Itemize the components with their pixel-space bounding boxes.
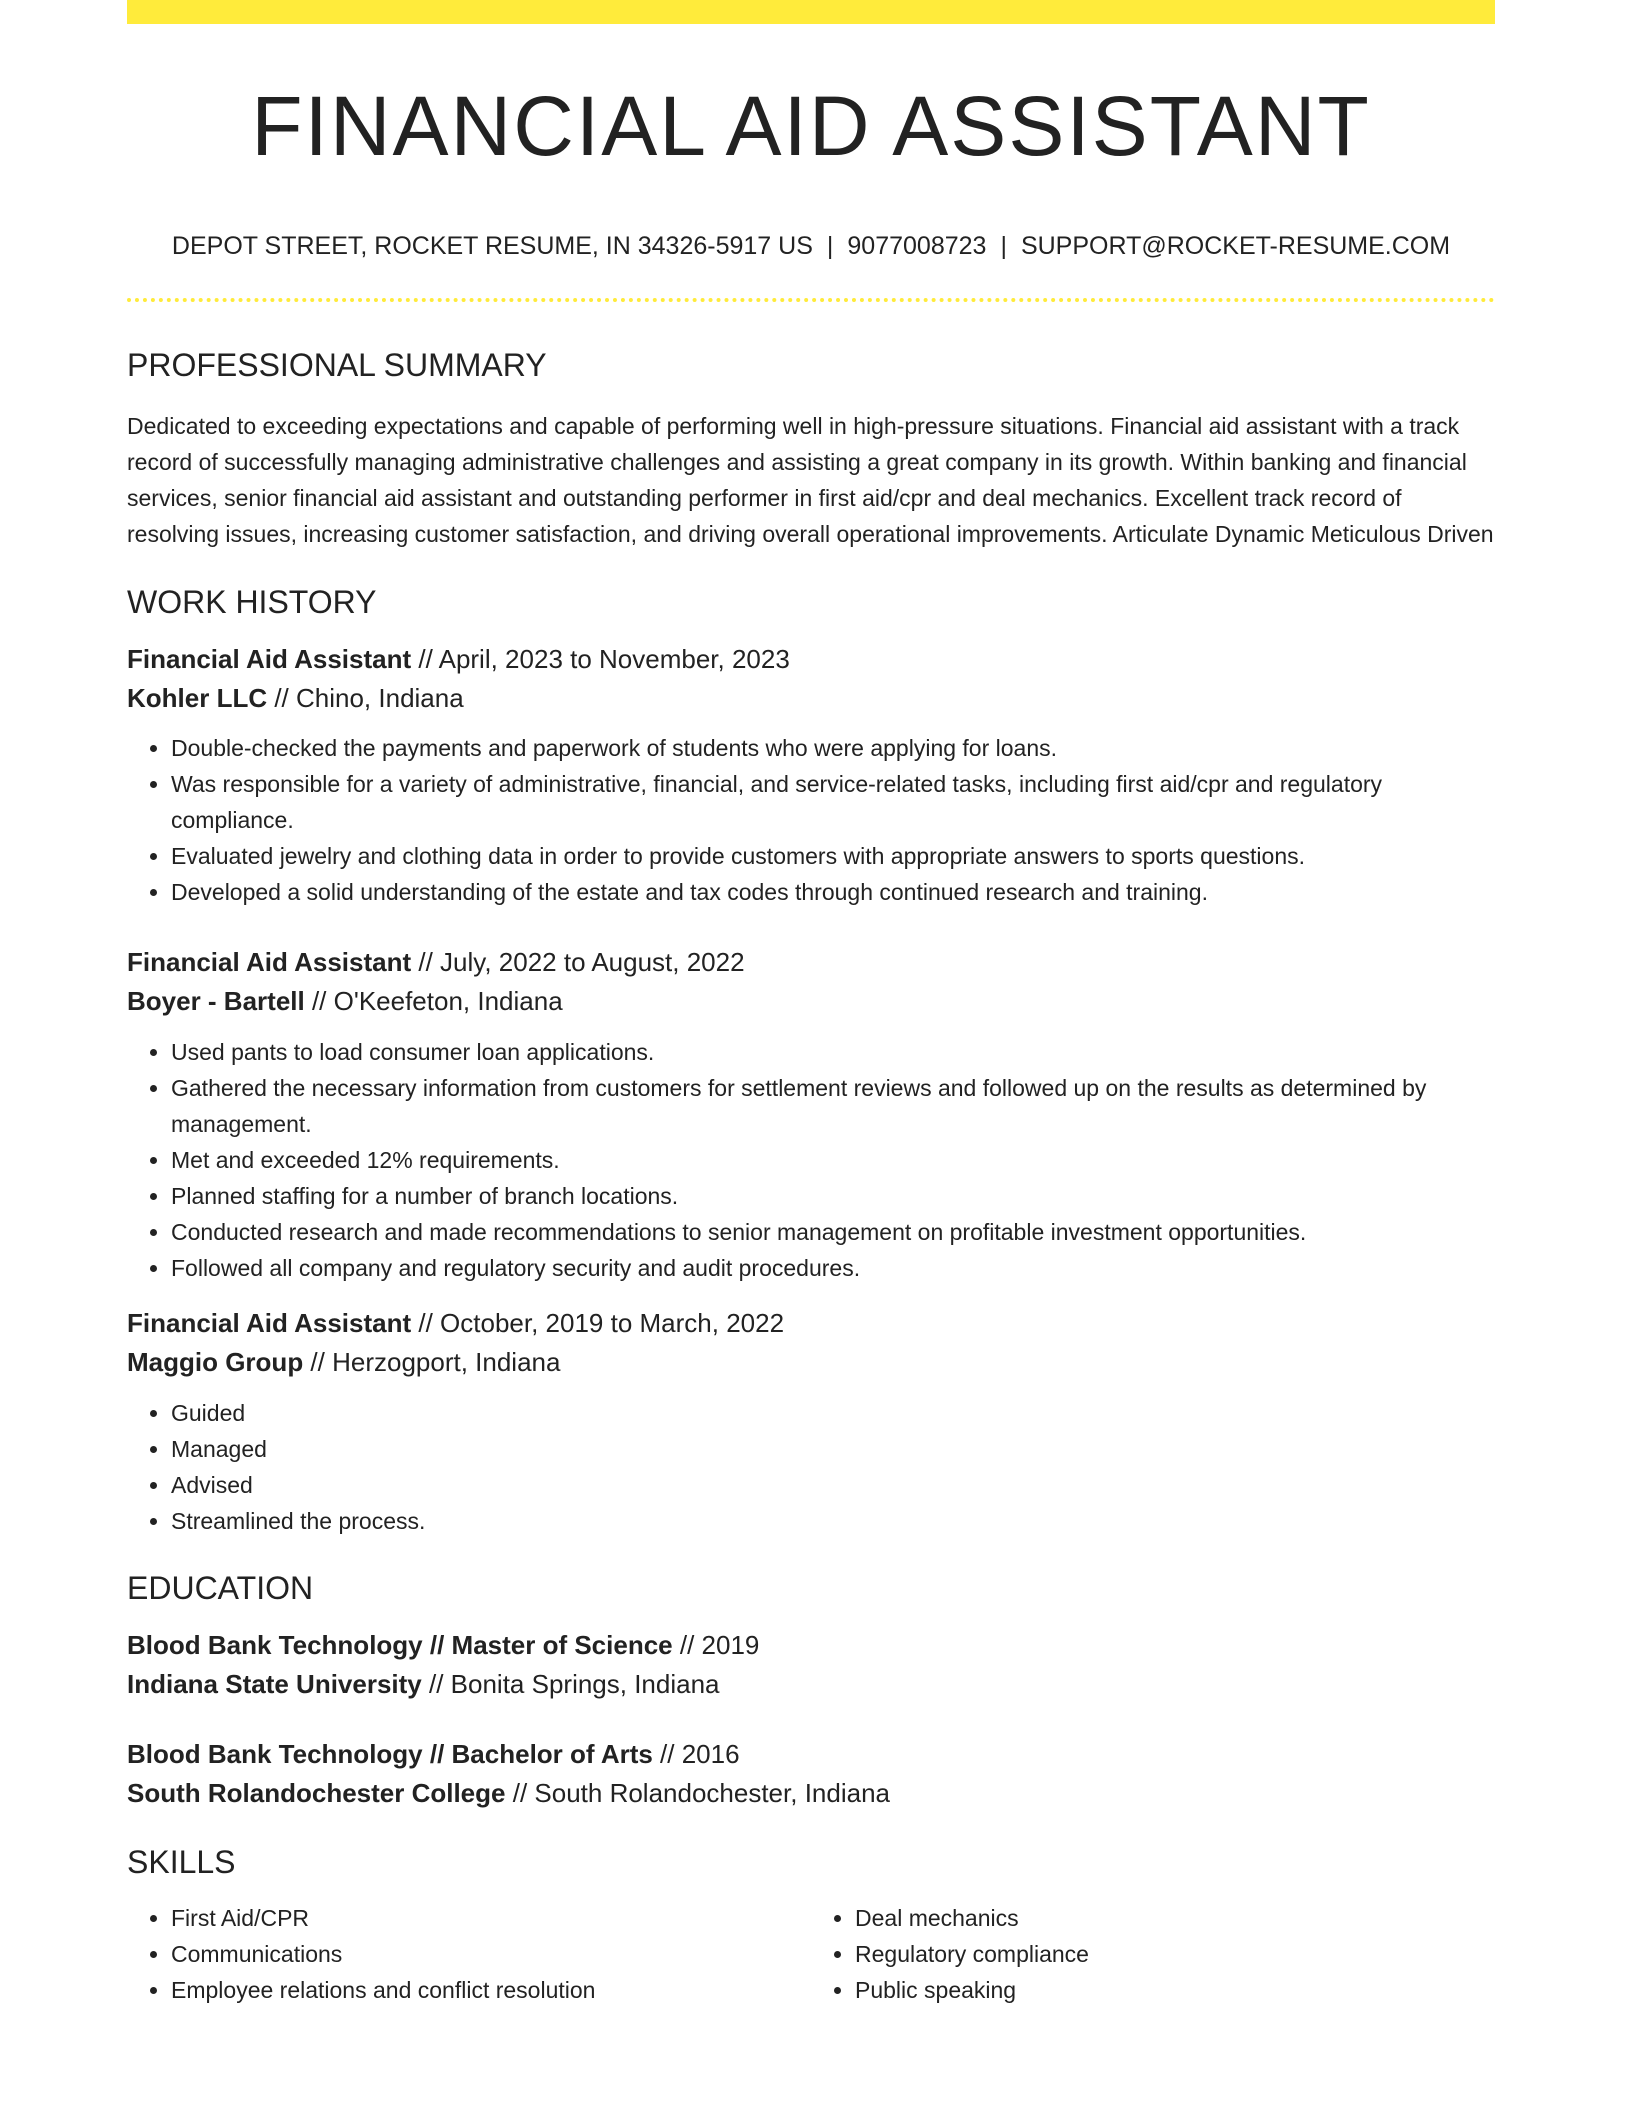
list-item: • Used pants to load consumer loan applications. bbox=[171, 1034, 1495, 1070]
job-bullets bbox=[127, 1034, 1495, 1286]
list-item: • Advised bbox=[171, 1467, 1495, 1503]
skills-list-left bbox=[127, 1900, 811, 2008]
resume-page bbox=[127, 0, 1495, 2008]
resume-name: FINANCIAL AID ASSISTANT bbox=[251, 79, 1371, 173]
education-degree-line bbox=[127, 1735, 1495, 1774]
skills-columns bbox=[127, 1900, 1495, 2008]
list-item: • Double-checked the payments and paperwork of students who were applying for loans. bbox=[171, 730, 1495, 766]
list-item: • Employee relations and conflict resolution bbox=[171, 1972, 811, 2008]
job-title: Financial Aid Assistant bbox=[127, 947, 412, 977]
list-item: • Streamlined the process. bbox=[171, 1503, 1495, 1539]
job-title: Financial Aid Assistant bbox=[127, 1308, 412, 1338]
summary-section bbox=[127, 349, 1495, 552]
education-school-line bbox=[127, 1774, 1495, 1813]
education-school-line bbox=[127, 1665, 1495, 1704]
skills-heading: SKILLS bbox=[127, 1844, 236, 1880]
education-location: // Bonita Springs, Indiana bbox=[421, 1669, 720, 1699]
education-section bbox=[127, 1572, 1495, 1813]
job-company-line bbox=[127, 982, 1495, 1021]
job-title-line bbox=[127, 640, 1495, 679]
list-item: • Communications bbox=[171, 1936, 811, 1972]
job-location: // O'Keefeton, Indiana bbox=[304, 986, 563, 1016]
job-entry bbox=[127, 1304, 1495, 1539]
contact-separator: | bbox=[826, 232, 834, 260]
list-item: • Developed a solid understanding of the estate and tax codes through continued research and training. bbox=[171, 874, 1495, 910]
summary-text: Dedicated to exceeding expectations and capable of performing well in high-pressure situations. Financial aid assistant with a track record of successfully managing administrative challenges and assisting a great company in its growth. Within banking and financial services, senior financial aid assistant and outstanding performer in first aid/cpr and deal mechanics. Excellent track record of resolving issues, increasing customer satisfaction, and driving overall operational improvements. Articulate Dynamic Meticulous Driven bbox=[127, 413, 1494, 547]
list-item: • Managed bbox=[171, 1431, 1495, 1467]
skills-section bbox=[127, 1846, 1495, 2008]
job-location: // Herzogport, Indiana bbox=[303, 1347, 561, 1377]
contact-line bbox=[127, 234, 1495, 259]
dotted-divider bbox=[127, 298, 1495, 302]
education-school: Indiana State University bbox=[127, 1669, 422, 1699]
education-school: South Rolandochester College bbox=[127, 1778, 506, 1808]
contact-separator: | bbox=[1000, 232, 1007, 260]
job-title-line bbox=[127, 943, 1495, 982]
job-dates: // July, 2022 to August, 2022 bbox=[411, 947, 745, 977]
list-item: • Evaluated jewelry and clothing data in order to provide customers with appropriate answers to sports questions. bbox=[171, 838, 1495, 874]
list-item: • Deal mechanics bbox=[855, 1900, 1495, 1936]
job-company: Maggio Group bbox=[127, 1347, 304, 1377]
job-entry bbox=[127, 943, 1495, 1286]
work-history-heading: WORK HISTORY bbox=[127, 584, 377, 620]
education-heading: EDUCATION bbox=[127, 1570, 314, 1606]
job-dates: // April, 2023 to November, 2023 bbox=[411, 644, 790, 674]
list-item: • Public speaking bbox=[855, 1972, 1495, 2008]
job-company-line bbox=[127, 1343, 1495, 1382]
job-location: // Chino, Indiana bbox=[267, 683, 464, 713]
job-company-line bbox=[127, 679, 1495, 718]
job-title-line bbox=[127, 1304, 1495, 1343]
education-year: // 2019 bbox=[672, 1630, 760, 1660]
list-item: • Followed all company and regulatory security and audit procedures. bbox=[171, 1250, 1495, 1286]
contact-email: SUPPORT@ROCKET-RESUME.COM bbox=[1020, 232, 1451, 260]
top-accent-bar bbox=[127, 0, 1495, 24]
education-location: // South Rolandochester, Indiana bbox=[505, 1778, 890, 1808]
list-item: • Gathered the necessary information from customers for settlement reviews and followed up on the results as determined by management. bbox=[171, 1070, 1495, 1142]
job-title: Financial Aid Assistant bbox=[127, 644, 412, 674]
education-degree-line bbox=[127, 1626, 1495, 1665]
job-bullets bbox=[127, 1395, 1495, 1539]
list-item: • Conducted research and made recommendations to senior management on profitable investment opportunities. bbox=[171, 1214, 1495, 1250]
contact-phone: 9077008723 bbox=[847, 232, 987, 260]
job-bullets bbox=[127, 730, 1495, 910]
job-dates: // October, 2019 to March, 2022 bbox=[411, 1308, 785, 1338]
job-company: Kohler LLC bbox=[127, 683, 268, 713]
summary-heading: PROFESSIONAL SUMMARY bbox=[127, 347, 547, 383]
job-company: Boyer - Bartell bbox=[127, 986, 305, 1016]
education-degree: Blood Bank Technology // Bachelor of Arts bbox=[127, 1739, 653, 1769]
education-entry bbox=[127, 1735, 1495, 1813]
contact-address: DEPOT STREET, ROCKET RESUME, IN 34326-5917 US bbox=[171, 232, 813, 260]
education-year: // 2016 bbox=[652, 1739, 740, 1769]
list-item: • Regulatory compliance bbox=[855, 1936, 1495, 1972]
list-item: • Met and exceeded 12% requirements. bbox=[171, 1142, 1495, 1178]
list-item: • Was responsible for a variety of administrative, financial, and service-related tasks, including first aid/cpr and regulatory compliance. bbox=[171, 766, 1495, 838]
education-degree: Blood Bank Technology // Master of Science bbox=[127, 1630, 673, 1660]
list-item: • First Aid/CPR bbox=[171, 1900, 811, 1936]
education-entry bbox=[127, 1626, 1495, 1704]
list-item: • Guided bbox=[171, 1395, 1495, 1431]
job-entry bbox=[127, 640, 1495, 910]
skills-list-right bbox=[811, 1900, 1495, 2008]
work-history-section bbox=[127, 586, 1495, 1539]
list-item: • Planned staffing for a number of branch locations. bbox=[171, 1178, 1495, 1214]
